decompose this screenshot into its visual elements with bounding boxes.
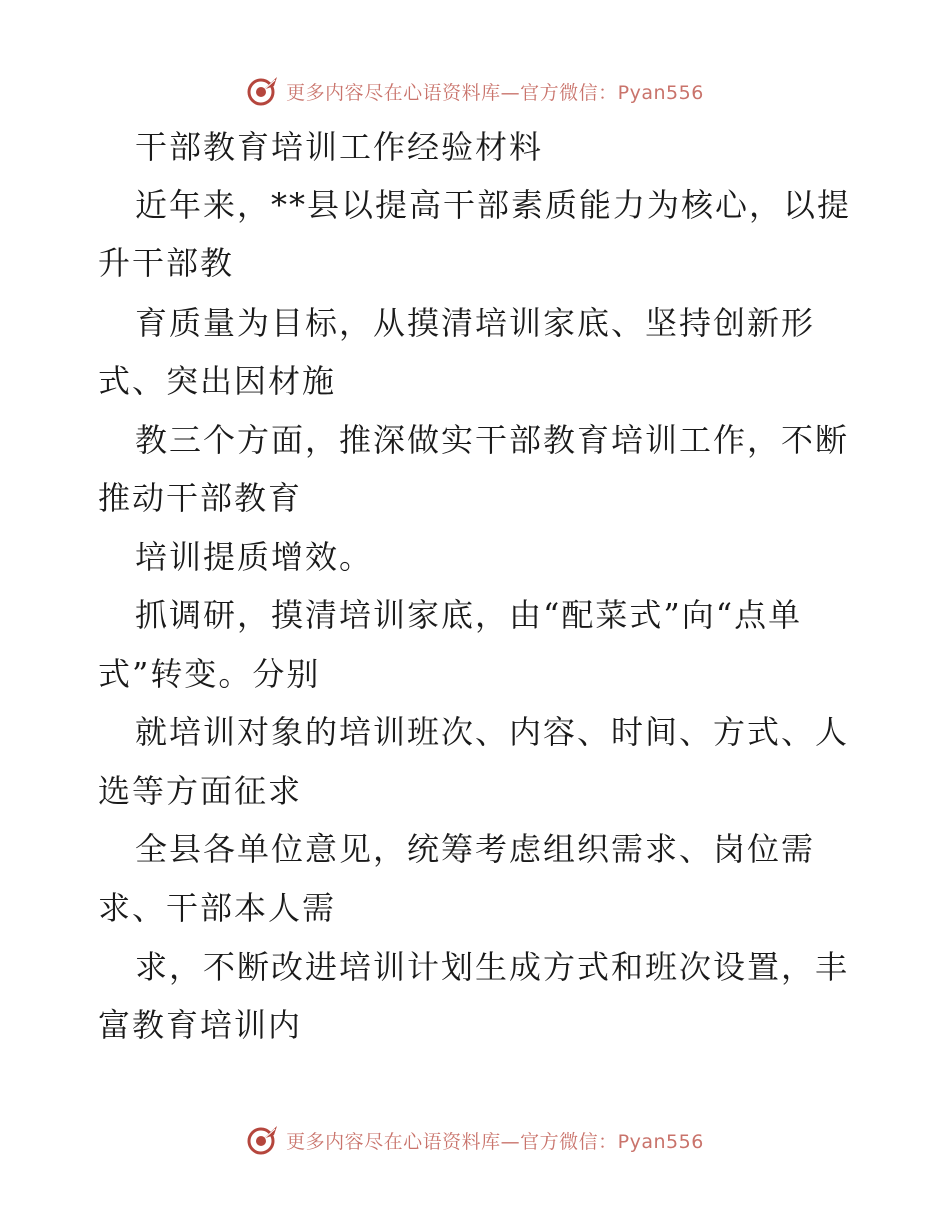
paragraph-line: 富教育培训内 <box>98 1006 303 1044</box>
paragraph-line: 求、干部本人需 <box>98 889 337 927</box>
footer-watermark <box>0 1120 950 1160</box>
quill-logo-icon <box>246 74 280 108</box>
paragraph-line: 近年来，**县以提高干部素质能力为核心，以提 <box>135 186 852 224</box>
paragraph-line: 式、突出因材施 <box>98 362 337 400</box>
document-title: 干部教育培训工作经验材料 <box>135 128 544 166</box>
paragraph-line: 抓调研，摸清培训家底，由“配菜式”向“点单 <box>135 596 803 634</box>
paragraph-line: 全县各单位意见，统筹考虑组织需求、岗位需 <box>135 830 816 868</box>
paragraph-line: 选等方面征求 <box>98 772 303 810</box>
paragraph-line: 就培训对象的培训班次、内容、时间、方式、人 <box>135 713 850 751</box>
paragraph-line: 推动干部教育 <box>98 479 303 517</box>
paragraph-line: 式”转变。分别 <box>98 655 321 693</box>
paragraph-line: 升干部教 <box>98 244 235 282</box>
header-watermark <box>0 71 950 111</box>
paragraph-line: 求，不断改进培训计划生成方式和班次设置，丰 <box>135 948 850 986</box>
paragraph-line: 教三个方面，推深做实干部教育培训工作，不断 <box>135 421 850 459</box>
watermark-text: 更多内容尽在心语资料库—官方微信：Pyan556 <box>286 1130 704 1153</box>
paragraph-line: 培训提质增效。 <box>135 538 374 576</box>
paragraph-line: 育质量为目标，从摸清培训家底、坚持创新形 <box>135 304 816 342</box>
watermark-text: 更多内容尽在心语资料库—官方微信：Pyan556 <box>286 81 704 104</box>
quill-logo-icon <box>246 1123 280 1157</box>
